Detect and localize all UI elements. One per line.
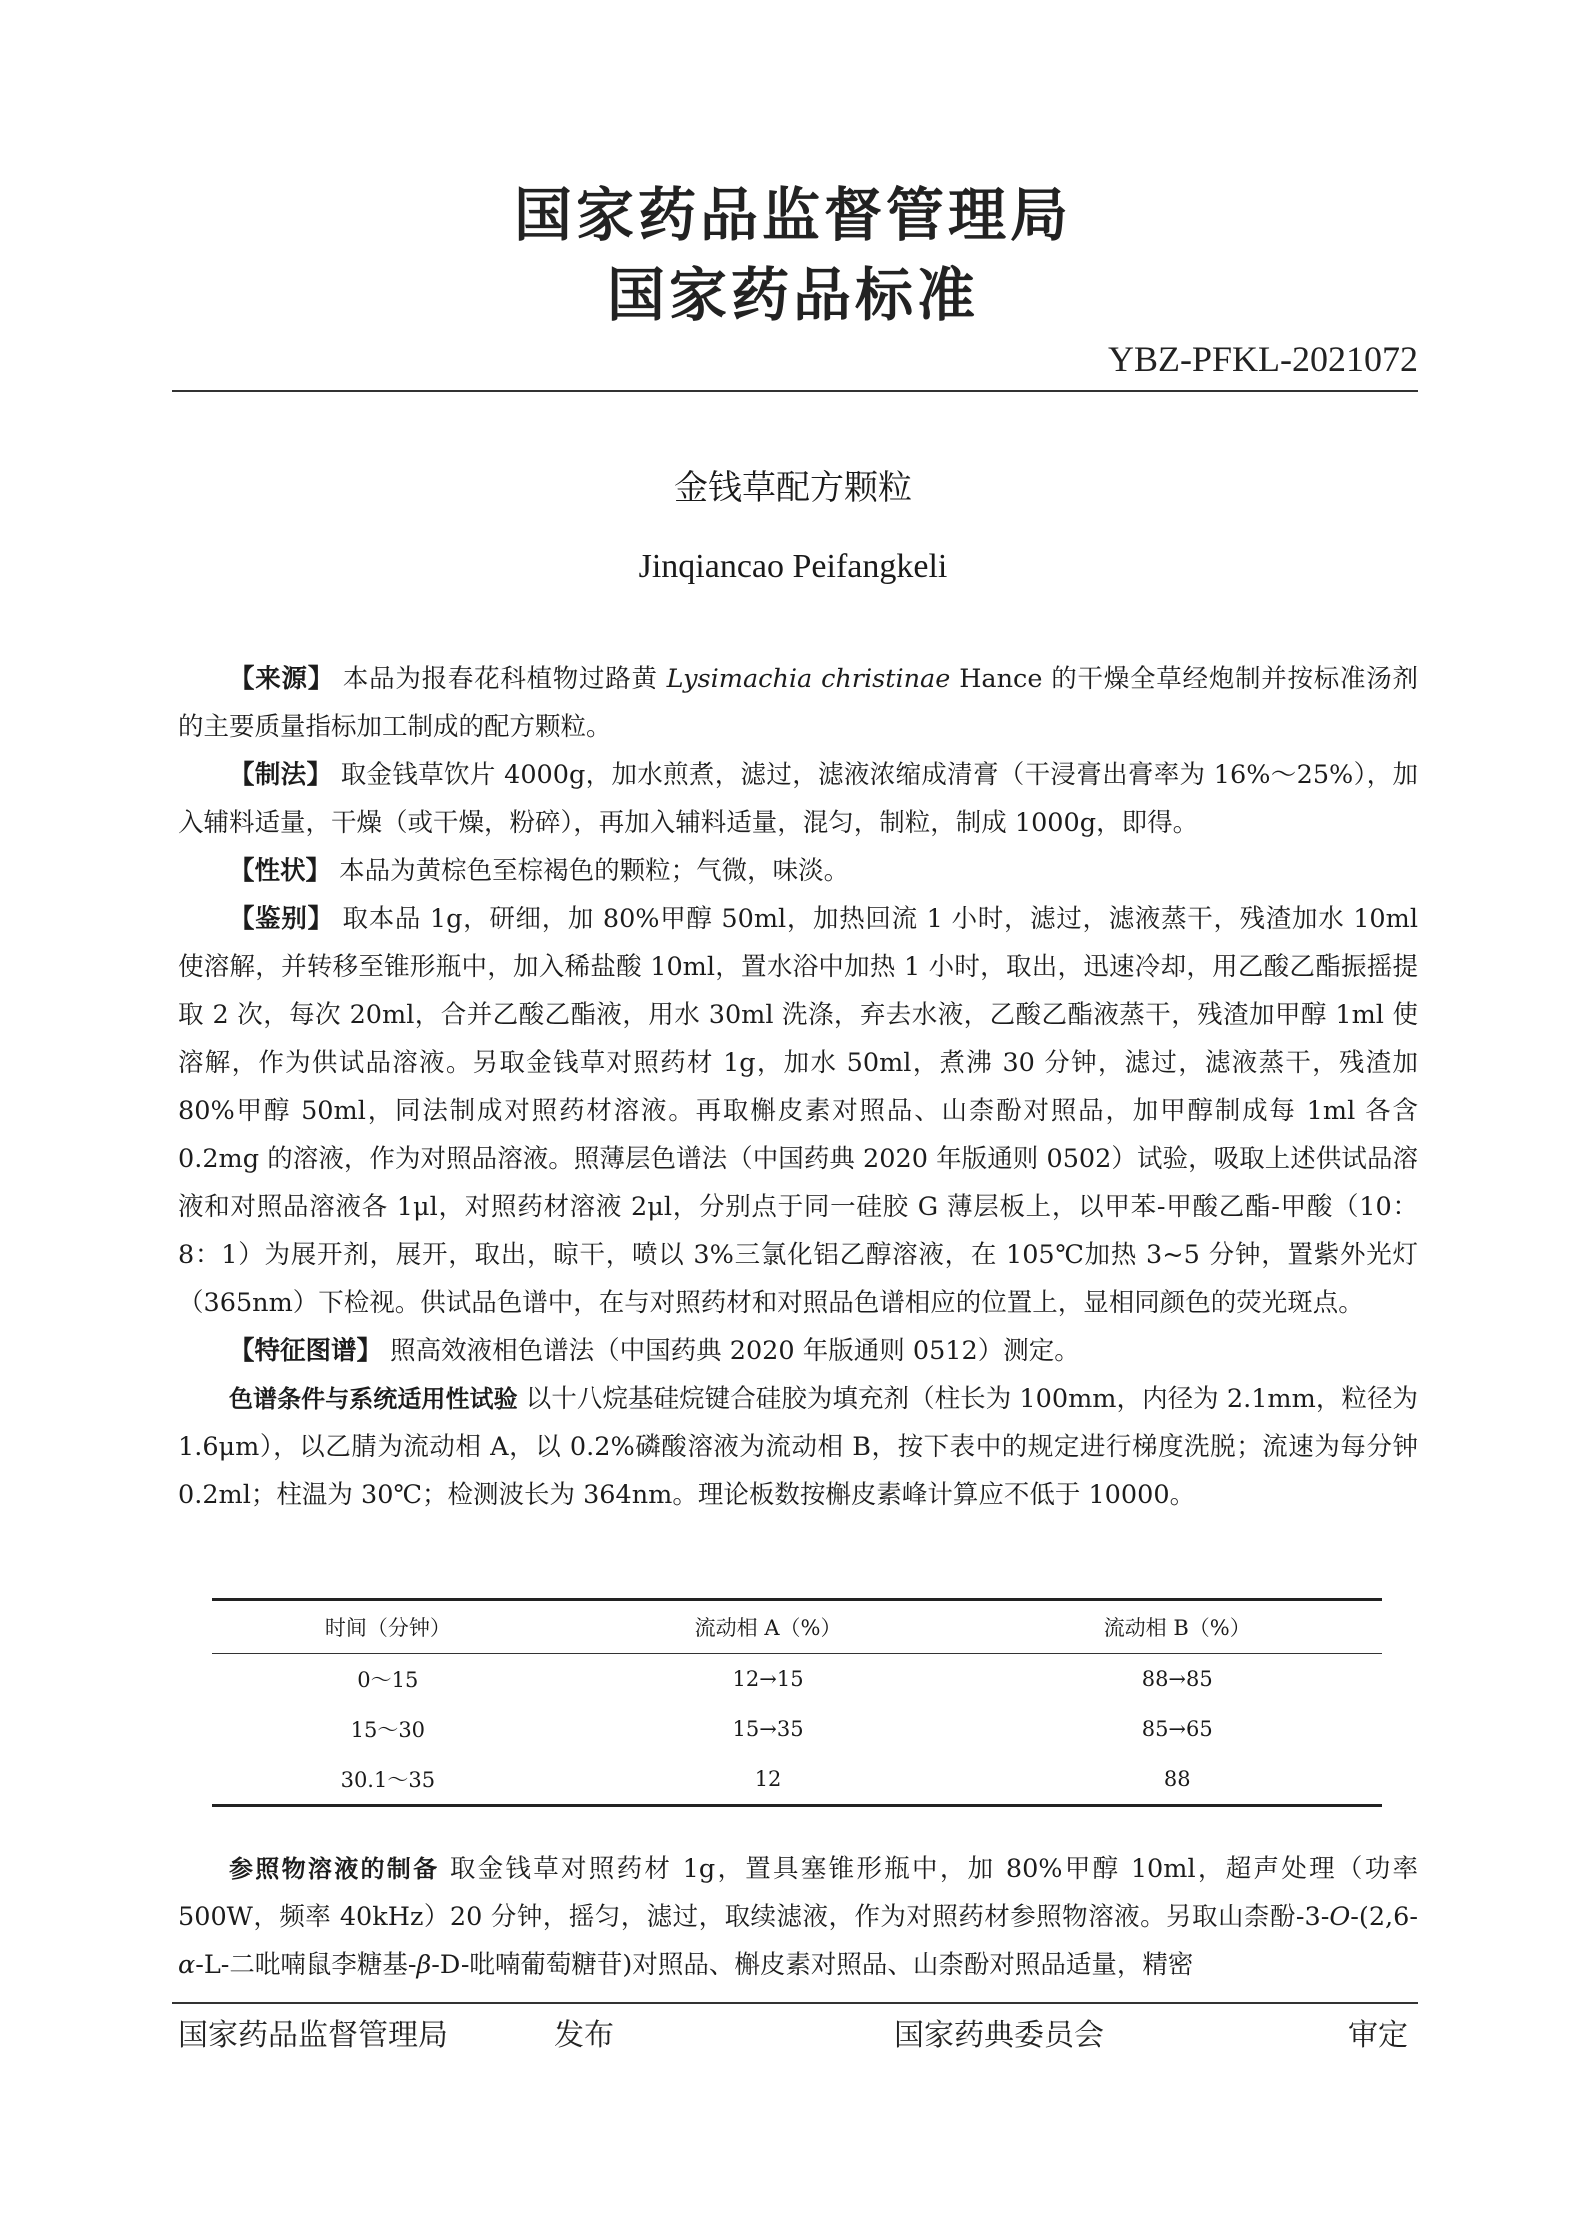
source-text-2: Hance 的干燥全草经炮制并按标准汤剂的主要质量指标加工制成的配方颗粒。: [178, 664, 1418, 742]
latin-name: Lysimachia christinae: [666, 664, 951, 694]
table-header-row: [212, 1600, 1382, 1654]
italic-o: O: [1329, 1902, 1351, 1932]
footer-issuer: 国家药品监督管理局: [178, 2018, 448, 2053]
source-paragraph: [178, 655, 1418, 751]
reference-label: 参照物溶液的制备: [229, 1855, 440, 1883]
table-cell: 30.1～35: [340, 1768, 436, 1792]
fingerprint-paragraph: [178, 1327, 1418, 1375]
table-cell: 88: [1163, 1767, 1191, 1791]
italic-beta: β: [416, 1950, 432, 1980]
reference-text-c: -L-二吡喃鼠李糖基-: [195, 1950, 417, 1980]
product-name-en: Jinqiancao Peifangkeli: [638, 548, 948, 585]
gradient-table: [212, 1598, 1382, 1807]
italic-alpha: α: [178, 1950, 196, 1980]
reference-paragraph: [178, 1845, 1418, 1989]
reference-text-b: -(2,6-: [1350, 1902, 1418, 1932]
table-cell: 12→15: [732, 1667, 804, 1691]
table-cell: 15～30: [350, 1718, 426, 1742]
table-cell: 12: [754, 1767, 782, 1791]
standard-title: 国家药品标准: [606, 261, 979, 329]
table-cell: 88→85: [1141, 1667, 1213, 1691]
fingerprint-text: 照高效液相色谱法（中国药典 2020 年版通则 0512）测定。: [390, 1336, 1080, 1366]
agency-title: 国家药品监督管理局: [513, 181, 1072, 249]
character-text: 本品为黄棕色至棕褐色的颗粒；气微，味淡。: [339, 856, 850, 886]
footer-reviewer: 国家药典委员会: [894, 2018, 1104, 2053]
identification-label: 【鉴别】: [229, 904, 334, 934]
column-header-phase-a: 流动相 A（%）: [694, 1616, 842, 1640]
conditions-paragraph: [178, 1375, 1418, 1519]
standard-number: YBZ-PFKL-2021072: [1107, 339, 1418, 379]
table-row: [212, 1754, 1382, 1806]
column-header-phase-b: 流动相 B（%）: [1103, 1616, 1251, 1640]
character-label: 【性状】: [229, 856, 332, 886]
preparation-label: 【制法】: [229, 760, 333, 790]
character-paragraph: [178, 847, 1418, 895]
table-cell: 15→35: [732, 1717, 804, 1741]
table-cell: 85→65: [1141, 1717, 1213, 1741]
identification-paragraph: [178, 895, 1418, 1327]
product-name-cn: 金钱草配方颗粒: [674, 468, 912, 508]
header-divider: [172, 390, 1418, 392]
identification-text: 取本品 1g，研细，加 80%甲醇 50ml，加热回流 1 小时，滤过，滤液蒸干，残渣加水 10ml 使溶解，并转移至锥形瓶中，加入稀盐酸 10ml，置水浴中加热 1 小时，取出，迅速冷却，用乙酸乙酯振摇提取 2 次，每次 20ml，合并乙酸乙酯液，用水 30ml 洗涤，弃去水液，乙酸乙酯液蒸干，残渣加甲醇 1ml 使溶解，作为供试品溶液。另取金钱草对照药材 1g，加水 50ml，煮沸 30 分钟，滤过，滤液蒸干，残渣加 80%甲醇 50ml，同法制成对照药材溶液。再取槲皮素对照品、山柰酚对照品，加甲醇制成每 1ml 各含 0.2mg 的溶液，作为对照品溶液。照薄层色谱法（中国药典 2020 年版通则 0502）试验，吸取上述供试品溶液和对照品溶液各 1μl，对照药材溶液 2μl，分别点于同一硅胶 G 薄层板上，以甲苯-甲酸乙酯-甲酸（10：8：1）为展开剂，展开，取出，晾干，喷以 3%三氯化铝乙醇溶液，在 105℃加热 3~5 分钟，置紫外光灯（365nm）下检视。供试品色谱中，在与对照药材和对照品色谱相应的位置上，显相同颜色的荧光斑点。: [178, 904, 1418, 1318]
source-text-1: 本品为报春花科植物过路黄: [342, 664, 667, 694]
footer-review-verb: 审定: [1348, 2018, 1408, 2053]
source-label: 【来源】: [229, 664, 334, 694]
table-cell: 0～15: [357, 1668, 419, 1692]
column-header-time: 时间（分钟）: [324, 1616, 451, 1640]
monograph-body: [178, 655, 1418, 1519]
preparation-paragraph: [178, 751, 1418, 847]
conditions-text: 以十八烷基硅烷键合硅胶为填充剂（柱长为 100mm，内径为 2.1mm，粒径为 1.6μm），以乙腈为流动相 A，以 0.2%磷酸溶液为流动相 B，按下表中的规定进行梯度洗脱；流速为每分钟 0.2ml；柱温为 30℃；检测波长为 364nm。理论板数按槲皮素峰计算应不低于 10000。: [178, 1384, 1419, 1510]
footer-issue-verb: 发布: [554, 2018, 614, 2053]
table-row: [212, 1704, 1382, 1754]
reference-solution-body: [178, 1845, 1418, 1989]
reference-text-a: 取金钱草对照药材 1g，置具塞锥形瓶中，加 80%甲醇 10ml，超声处理（功率 500W，频率 40kHz）20 分钟，摇匀，滤过，取续滤液，作为对照药材参照物溶液。另取山柰酚-3-: [178, 1854, 1419, 1932]
conditions-label: 色谱条件与系统适用性试验: [229, 1385, 518, 1413]
preparation-text: 取金钱草饮片 4000g，加水煎煮，滤过，滤液浓缩成清膏（干浸膏出膏率为 16%～25%），加入辅料适量，干燥（或干燥，粉碎），再加入辅料适量，混匀，制粒，制成 1000g，即得。: [178, 760, 1418, 838]
footer-divider: [172, 2002, 1418, 2004]
table-row: [212, 1654, 1382, 1705]
reference-text-d: -D-吡喃葡萄糖苷)对照品、槲皮素对照品、山柰酚对照品适量，精密: [431, 1950, 1194, 1980]
fingerprint-label: 【特征图谱】: [229, 1336, 383, 1366]
